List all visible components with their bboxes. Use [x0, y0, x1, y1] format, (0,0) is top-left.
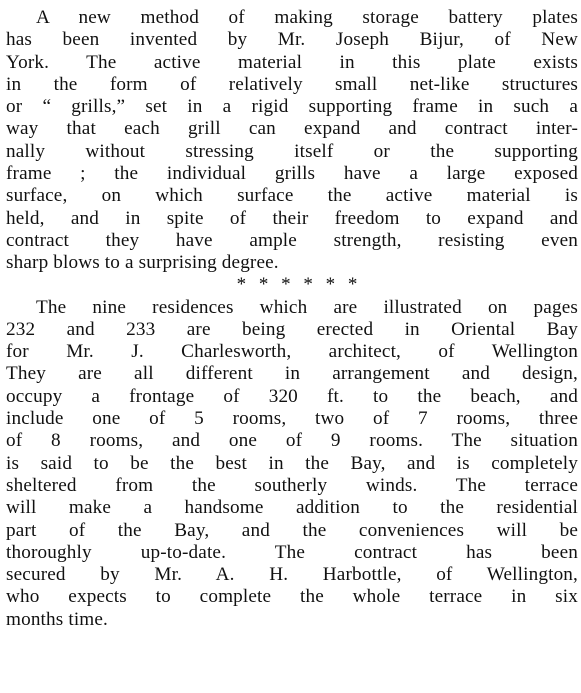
text-line: or “ grills,” set in a rigid supporting frame in such a	[6, 96, 578, 118]
text-line: of 8 rooms, and one of 9 rooms. The situation	[6, 430, 578, 452]
text-line: in the form of relatively small net-like structures	[6, 73, 578, 95]
paragraph-battery-plates	[6, 7, 578, 275]
paragraph-oriental-bay-residences	[6, 297, 578, 631]
text-line: sheltered from the southerly winds. The terrace	[6, 474, 578, 496]
text-line: thoroughly up-to-date. The contract has been	[6, 541, 578, 563]
text-line: secured by Mr. A. H. Harbottle, of Wellington,	[6, 564, 578, 586]
text-line: will make a handsome addition to the residential	[6, 497, 578, 519]
text-line: is said to be the best in the Bay, and is completely	[6, 452, 578, 474]
text-line: 232 and 233 are being erected in Oriental Bay	[6, 318, 578, 340]
text-line: sharp blows to a surprising degree.	[6, 252, 279, 274]
text-line: The nine residences which are illustrated on pages	[36, 296, 578, 318]
text-line: occupy a frontage of 320 ft. to the beach, and	[6, 385, 578, 407]
text-line: They are all different in arrangement and design,	[6, 363, 578, 385]
text-line: surface, on which surface the active material is	[6, 185, 578, 207]
text-line: held, and in spite of their freedom to expand and	[6, 207, 578, 229]
text-line: nally without stressing itself or the supporting	[6, 140, 578, 162]
section-separator: * * * * * *	[236, 273, 362, 295]
text-line: frame ; the individual grills have a large exposed	[6, 163, 578, 185]
text-line: way that each grill can expand and contract inter-	[6, 118, 578, 140]
text-line: who expects to complete the whole terrace in six	[6, 586, 578, 608]
text-line: A new method of making storage battery plates	[36, 7, 578, 28]
text-line: include one of 5 rooms, two of 7 rooms, three	[6, 408, 578, 430]
text-line: months time.	[6, 608, 109, 630]
text-line: has been invented by Mr. Joseph Bijur, of New	[6, 29, 578, 51]
text-line: for Mr. J. Charlesworth, architect, of Wellington	[6, 341, 578, 363]
text-line: part of the Bay, and the conveniences will be	[6, 519, 578, 541]
text-line: contract they have ample strength, resisting even	[6, 229, 578, 251]
text-line: York. The active material in this plate exists	[6, 51, 578, 73]
